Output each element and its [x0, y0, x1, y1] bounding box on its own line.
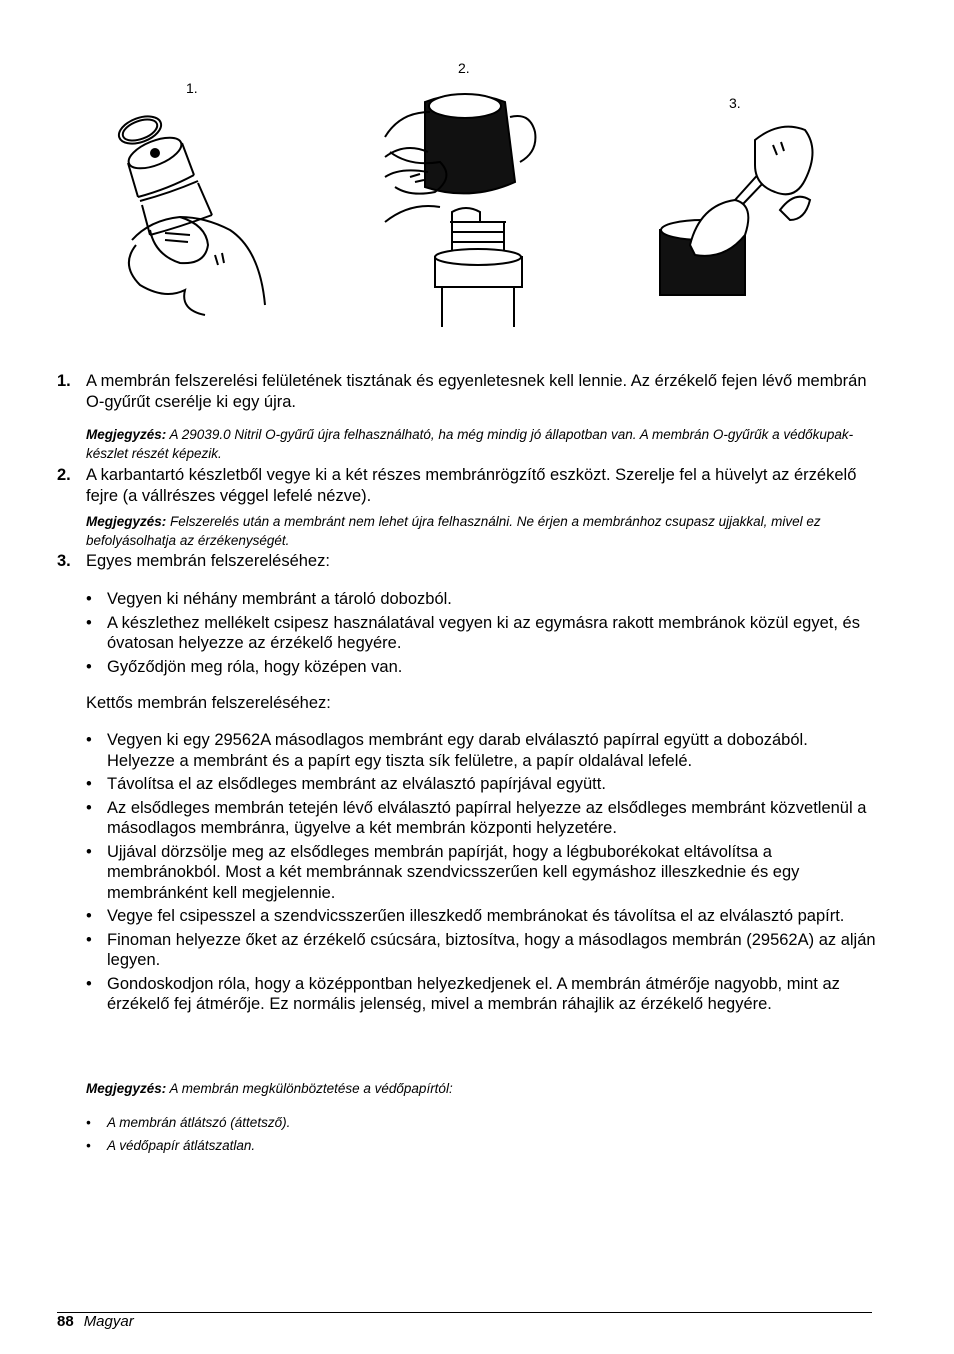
note-bullet-list: [86, 1113, 290, 1159]
note-1: [86, 425, 856, 463]
figure-2-label: 2.: [458, 60, 470, 76]
page-number: 88: [57, 1313, 74, 1330]
note-label: Megjegyzés:: [86, 514, 167, 529]
step-text: A membrán felszerelési felületének tisztának és egyenletesnek kell lennie. Az érzékelő fejen lévő membrán O-gyűrűt cserélje ki egy újra.: [86, 372, 867, 411]
list-item: • Távolítsa el az elsődleges membránt az elválasztó papírjával együtt.: [86, 774, 876, 795]
note-text: Felszerelés után a membránt nem lehet újra felhasználni. Ne érjen a membránhoz csupasz ujjakkal, mivel ez befolyásolhatja az érzékenységét.: [86, 514, 821, 548]
list-item: • Az elsődleges membrán tetején lévő elválasztó papírral helyezze az elsődleges membránt közvetlenül a másodlagos membránra, ügyelve a két membrán központi helyzetére.: [86, 798, 876, 839]
note-3: [86, 1079, 856, 1098]
list-item: • Ujjával dörzsölje meg az elsődleges membrán papírját, hogy a légbuborékokat eltávolítsa a membránokból. Most a két membránnak szendvicsszerűen kell egymáshoz illeszkednie és egy membránként kell megjelennie.: [86, 842, 876, 904]
note-text: A membrán megkülönböztetése a védőpapírtól:: [169, 1081, 453, 1096]
figure-3-label: 3.: [729, 95, 741, 111]
list-item: • A védőpapír átlátszatlan.: [86, 1136, 290, 1155]
note-2: [86, 512, 856, 550]
note-label: Megjegyzés:: [86, 1081, 167, 1096]
list-item: • Vegyen ki néhány membránt a tároló dobozból.: [86, 589, 876, 610]
figure-1-oring-illustration: [110, 105, 270, 315]
step-1: [57, 371, 877, 413]
step-number: 3.: [57, 552, 71, 570]
list-item: • Vegyen ki egy 29562A másodlagos membránt egy darab elválasztó papírral együtt a dobozából. Helyezze a membránt és a papírt egy tiszta sík felületre, a papír oldalával lefelé.: [86, 730, 876, 771]
list-item: • Gondoskodjon róla, hogy a középpontban helyezkedjenek el. A membrán átmérője nagyobb, mint az érzékelő fej átmérője. Ez normális jelenség, mivel a membrán ráhajlik az érzékelő hegyére.: [86, 974, 876, 1015]
double-membrane-list: [86, 730, 876, 1018]
step-text: A karbantartó készletből vegye ki a két részes membránrögzítő eszközt. Szerelje fel a hüvelyt az érzékelő fejre (a vállrészes véggel lefelé nézve).: [86, 466, 857, 505]
step-text: Egyes membrán felszereléséhez:: [86, 552, 330, 570]
list-item: • Vegye fel csipesszel a szendvicsszerűen illeszkedő membránokat és távolítsa el az elválasztó papírt.: [86, 906, 876, 927]
list-item: • A membrán átlátszó (áttetsző).: [86, 1113, 290, 1132]
list-item: • Finoman helyezze őket az érzékelő csúcsára, biztosítva, hogy a másodlagos membrán (29562A) az alján legyen.: [86, 930, 876, 971]
note-text: A 29039.0 Nitril O-gyűrű újra felhasználható, ha még mindig jó állapotban van. A membrán O-gyűrűk a védőkupak-készlet részét képezik.: [86, 427, 854, 461]
footer-divider: [57, 1312, 872, 1313]
step-number: 2.: [57, 466, 71, 484]
step-number: 1.: [57, 372, 71, 390]
figure-1-label: 1.: [186, 80, 198, 96]
step-3: [57, 551, 877, 572]
figure-3-membrane-illustration: [655, 120, 820, 298]
list-item: • A készlethez mellékelt csipesz használatával vegyen ki az egymásra rakott membránok közül egyet, és óvatosan helyezze az érzékelő hegyére.: [86, 613, 876, 654]
step-2: [57, 465, 877, 507]
figure-2-sleeve-illustration: [380, 82, 545, 332]
note-label: Megjegyzés:: [86, 427, 167, 442]
double-membrane-intro: Kettős membrán felszereléséhez:: [86, 694, 331, 712]
footer: [57, 1313, 134, 1331]
single-membrane-list: [86, 589, 876, 680]
list-item: • Győződjön meg róla, hogy középen van.: [86, 657, 876, 678]
footer-language: Magyar: [83, 1313, 134, 1330]
